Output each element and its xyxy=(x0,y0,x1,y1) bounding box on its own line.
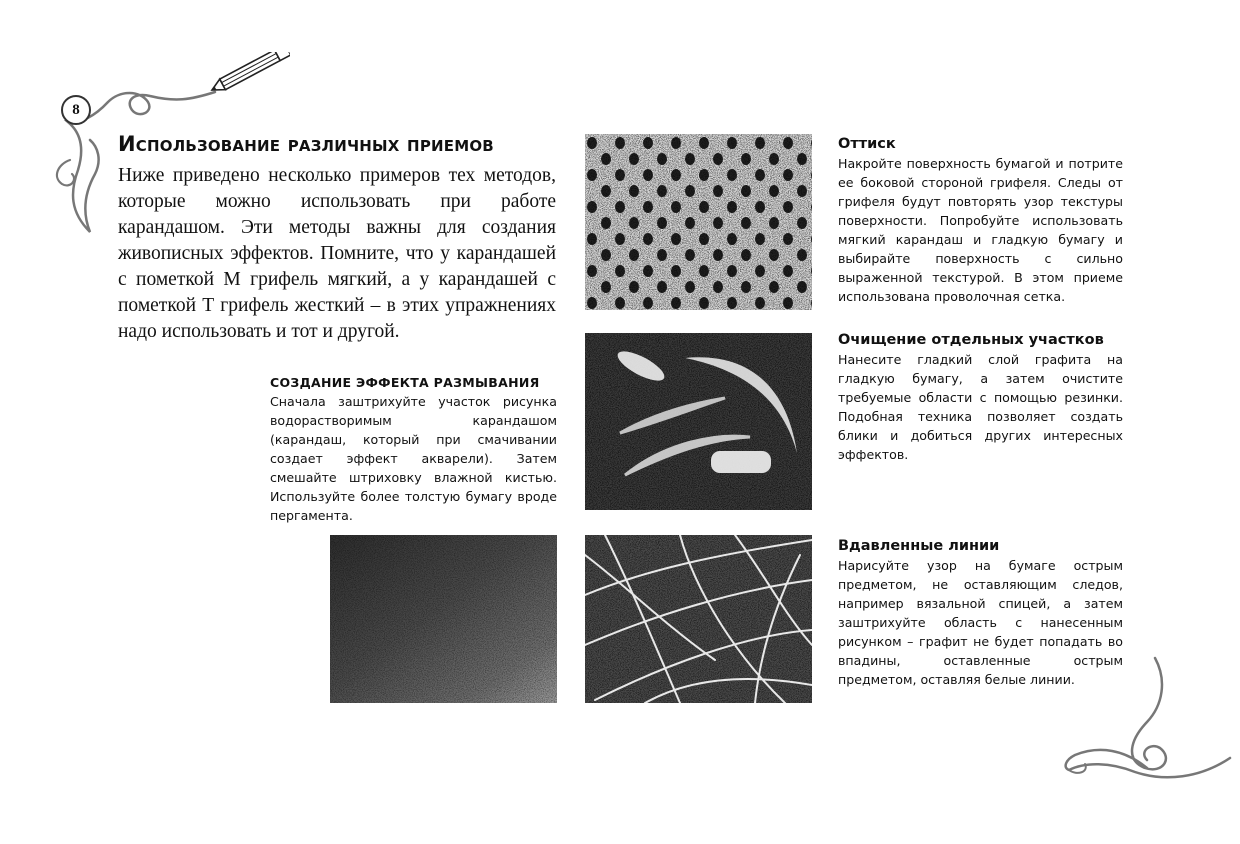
pencil-icon xyxy=(209,52,290,95)
intro-paragraph: Ниже приведено несколько примеров тех методов, которые можно использовать при работе карандашом. Эти методы важны для создания живописных эффектов. Помните, что у карандашей с пометкой М грифель мягкий, а у карандашей с пометкой Т грифель жесткий – в этих упражнениях надо использовать и тот и другой. xyxy=(118,165,556,342)
pressed-lines-technique xyxy=(838,538,1123,689)
imprint-technique xyxy=(838,136,1123,306)
pressed-lines-technique-title: Вдавленные линии xyxy=(838,538,1000,554)
imprint-technique-text: Накройте поверхность бумагой и потрите ее боковой стороной грифеля. Следы от грифеля будут повторять узор текстуры поверхности. Попробуйте использовать мягкий карандаш и гладкую бумагу и выбирайте поверхность с сильно выраженной текстурой. В этом приеме использована проволочная сетка. xyxy=(838,156,1123,304)
cleaning-technique-title: Очищение отдельных участков xyxy=(838,332,1104,348)
imprint-technique-title: Оттиск xyxy=(838,136,896,152)
blur-technique-title: СОЗДАНИЕ ЭФФЕКТА РАЗМЫВАНИЯ xyxy=(270,375,540,390)
blur-texture-image xyxy=(330,535,557,703)
blur-technique xyxy=(270,375,557,525)
page-title: Использование различных приемов xyxy=(118,132,494,156)
cleaning-technique xyxy=(838,332,1123,464)
imprint-texture-image xyxy=(585,134,812,310)
pressed-lines-texture-image xyxy=(585,535,812,703)
cleaning-texture-image xyxy=(585,333,812,510)
blur-technique-text: Сначала заштрихуйте участок рисунка водорастворимым карандашом (карандаш, который при смачивании создает эффект акварели). Затем смешайте штриховку влажной кистью. Используйте более толстую бумагу вроде пергамента. xyxy=(270,394,557,523)
cleaning-technique-text: Нанесите гладкий слой графита на гладкую бумагу, а затем очистите требуемые области с помощью резинки. Подобная техника позволяет создать блики и добиться других интересных эффектов. xyxy=(838,352,1123,462)
page-number: 8 xyxy=(61,95,91,125)
pressed-lines-technique-text: Нарисуйте узор на бумаге острым предметом, не оставляющим следов, например вязальной спицей, а затем заштрихуйте область с нанесенным рисунком – графит не будет попадать во впадины, оставленные острым предметом, оставляя белые линии. xyxy=(838,558,1123,687)
